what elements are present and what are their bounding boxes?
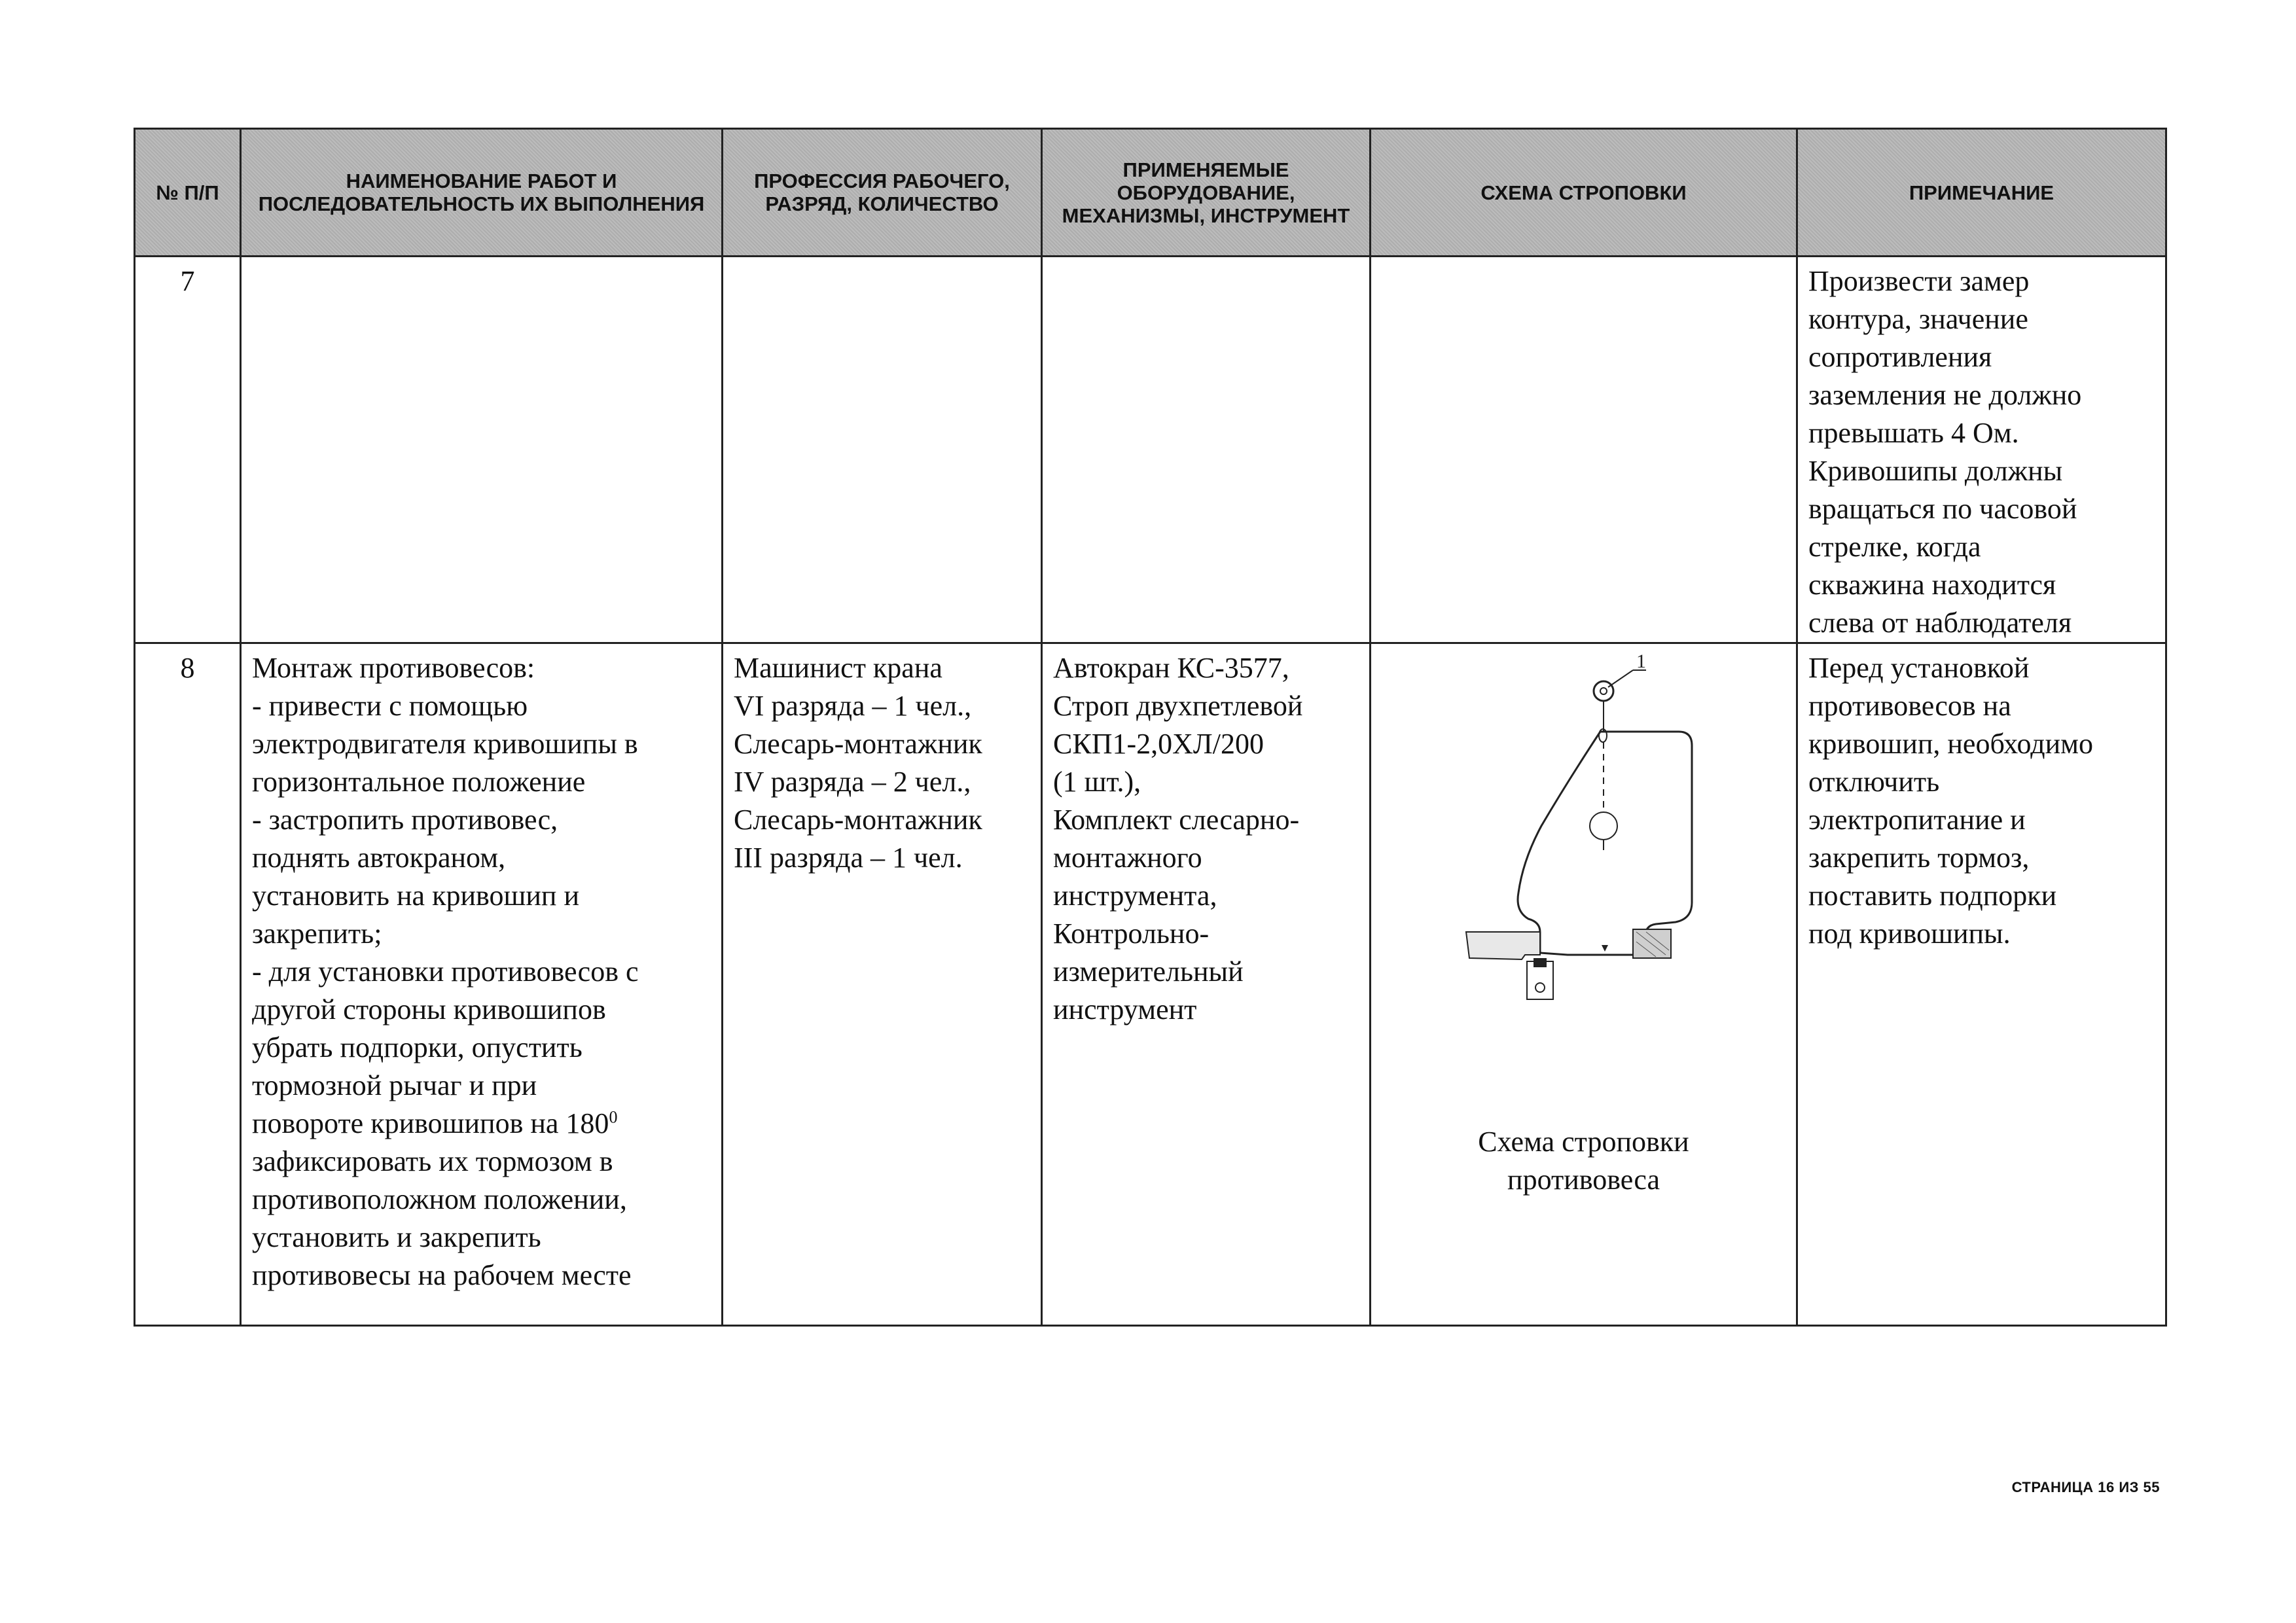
works-line: горизонтальное положение (252, 766, 586, 798)
header-works: НАИМЕНОВАНИЕ РАБОТ И ПОСЛЕДОВАТЕЛЬНОСТЬ ИХ ВЫПОЛНЕНИЯ (241, 129, 723, 257)
counterweight-hole (1590, 812, 1617, 840)
profession-line: Слесарь-монтажник (734, 804, 982, 836)
header-profession: ПРОФЕССИЯ РАБОЧЕГО, РАЗРЯД, КОЛИЧЕСТВО (723, 129, 1042, 257)
works-line: установить на кривошип и (252, 880, 579, 912)
note-line: сопротивления (1808, 341, 1992, 373)
profession-line: Машинист крана (734, 652, 942, 684)
works-line: противовесы на рабочем месте (252, 1259, 632, 1291)
note-line: электропитание и (1808, 804, 2026, 836)
equipment-line: (1 шт.), (1053, 766, 1141, 798)
works-cell (241, 257, 723, 643)
works-line: убрать подпорки, опустить (252, 1031, 583, 1063)
header-row (135, 129, 2166, 257)
page-number: СТРАНИЦА 16 ИЗ 55 (2011, 1479, 2160, 1495)
note-line: контура, значение (1808, 303, 2028, 335)
equipment-line: монтажного (1053, 842, 1202, 874)
profession-line: III разряда – 1 чел. (734, 842, 963, 874)
equipment-line: инструмента, (1053, 880, 1217, 912)
profession-line: IV разряда – 2 чел., (734, 766, 971, 798)
work-table (134, 128, 2167, 1327)
row-number: 7 (135, 257, 241, 643)
equipment-line: Контрольно- (1053, 918, 1210, 950)
works-line: закрепить; (252, 918, 382, 950)
note-line: отключить (1808, 766, 1940, 798)
crank-left (1466, 932, 1540, 959)
note-line: закрепить тормоз, (1808, 842, 2030, 874)
works-line: поднять автокраном, (252, 842, 506, 874)
equipment-line: Автокран КС-3577, (1053, 652, 1289, 684)
equipment-cell (1042, 643, 1371, 1326)
works-line: установить и закрепить (252, 1221, 541, 1253)
works-cell (241, 643, 723, 1326)
equipment-line: инструмент (1053, 993, 1197, 1026)
hook-ring-icon (1594, 681, 1613, 701)
works-line-text: повороте кривошипов на 180 (252, 1107, 609, 1139)
works-line: противоположном положении, (252, 1183, 627, 1215)
table-row (135, 643, 2166, 1326)
header-scheme: СХЕМА СТРОПОВКИ (1371, 129, 1797, 257)
equipment-line: Комплект слесарно- (1053, 804, 1300, 836)
works-line: - для установки противовесов с (252, 955, 639, 988)
works-line: тормозной рычаг и при (252, 1069, 537, 1101)
note-line: Перед установкой (1808, 652, 2030, 684)
note-line: скважина находится (1808, 569, 2056, 601)
note-line: стрелке, когда (1808, 531, 1981, 563)
note-line: превышать 4 Ом. (1808, 417, 2019, 449)
note-line: поставить подпорки (1808, 880, 2057, 912)
row-number: 8 (135, 643, 241, 1326)
profession-line: VI разряда – 1 чел., (734, 690, 972, 722)
note-line: слева от наблюдателя (1808, 607, 2072, 639)
counterweight-slinging-diagram (1371, 644, 1790, 1115)
header-note: ПРИМЕЧАНИЕ (1797, 129, 2166, 257)
scheme-cell (1371, 643, 1797, 1326)
scheme-cell (1371, 257, 1797, 643)
note-cell (1797, 643, 2166, 1326)
profession-cell (723, 257, 1042, 643)
note-line: вращаться по часовой (1808, 493, 2077, 525)
profession-line: Слесарь-монтажник (734, 728, 982, 760)
works-line: - привести с помощью (252, 690, 528, 722)
works-line: другой стороны кривошипов (252, 993, 606, 1026)
header-equipment: ПРИМЕНЯЕМЫЕ ОБОРУДОВАНИЕ, МЕХАНИЗМЫ, ИНСТРУМЕНТ (1042, 129, 1371, 257)
header-num: № П/П (135, 129, 241, 257)
equipment-cell (1042, 257, 1371, 643)
note-line: противовесов на (1808, 690, 2011, 722)
profession-cell (723, 643, 1042, 1326)
counterweight-outline (1518, 732, 1692, 955)
works-line: - застропить противовес, (252, 804, 558, 836)
works-line-degree (252, 1105, 711, 1143)
works-line: электродвигателя кривошипы в (252, 728, 638, 760)
equipment-line: измерительный (1053, 955, 1244, 988)
leader-line (1608, 670, 1633, 687)
note-line: Кривошипы должны (1808, 455, 2063, 487)
works-line: Монтаж противовесов: (252, 652, 535, 684)
degree-superscript: 0 (609, 1107, 618, 1127)
caption-line: противовеса (1507, 1164, 1660, 1196)
scheme-caption (1371, 1123, 1796, 1199)
works-line: зафиксировать их тормозом в (252, 1145, 613, 1177)
table-row (135, 257, 2166, 643)
note-line: заземления не должно (1808, 379, 2082, 411)
note-line: Произвести замер (1808, 265, 2030, 297)
label-1: 1 (1636, 651, 1646, 672)
caption-line: Схема строповки (1478, 1126, 1689, 1158)
note-line: под кривошипы. (1808, 918, 2011, 950)
note-line: кривошип, необходимо (1808, 728, 2093, 760)
note-cell (1797, 257, 2166, 643)
equipment-line: СКП1-2,0ХЛ/200 (1053, 728, 1264, 760)
equipment-line: Строп двухпетлевой (1053, 690, 1303, 722)
